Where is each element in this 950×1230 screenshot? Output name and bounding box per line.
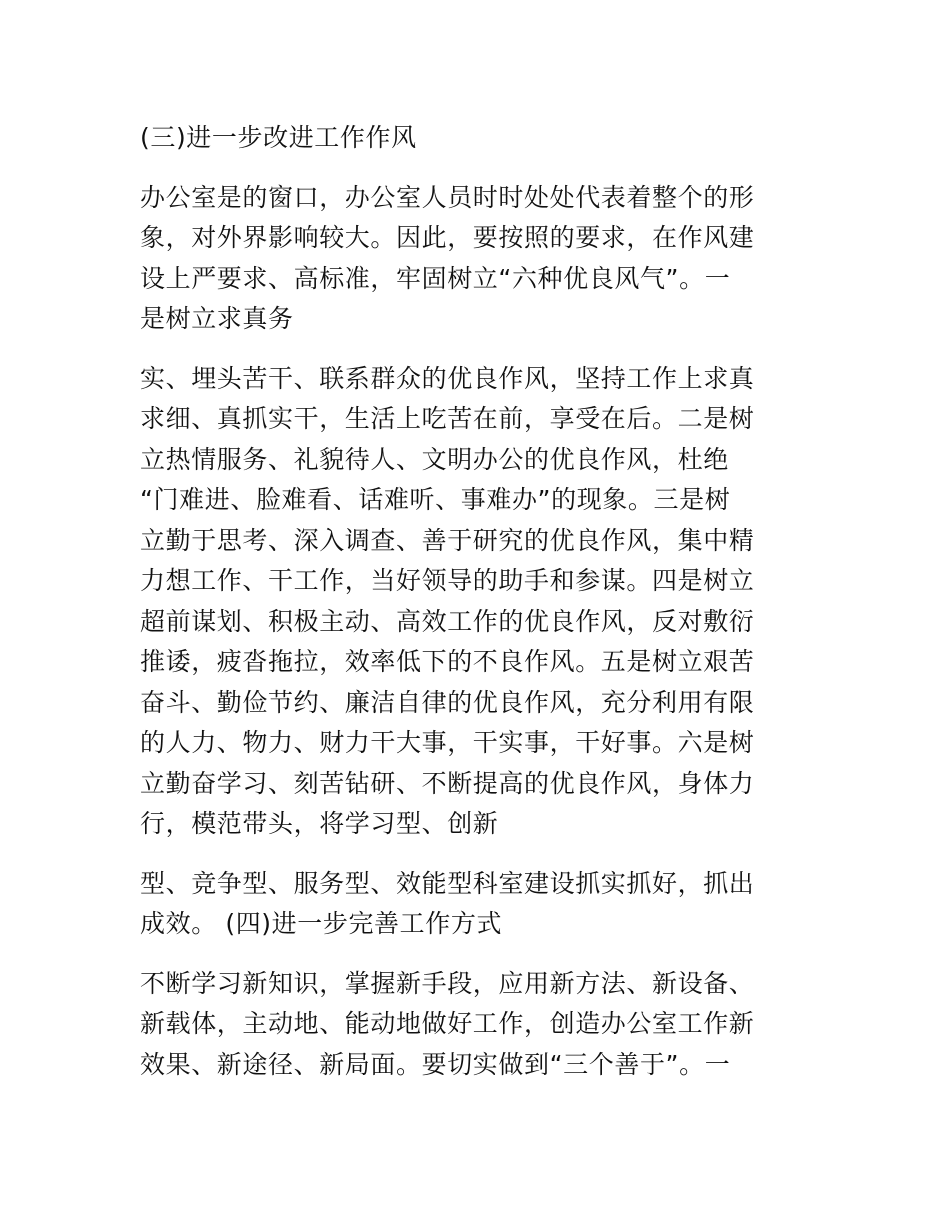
paragraph-line: 不断学习新知识，掌握新手段，应用新方法、新设备、 xyxy=(140,968,755,998)
paragraph-line: 推诿，疲沓拖拉，效率低下的不良作风。五是树立艰苦 xyxy=(140,647,755,676)
paragraph-line: “门难进、脸难看、话难听、事难办”的现象。三是树 xyxy=(140,485,731,514)
document-page xyxy=(140,118,800,1085)
paragraph-line: 效果、新途径、新局面。要切实做到“三个善于”。一 xyxy=(140,1049,731,1079)
paragraph-line: 新载体，主动地、能动地做好工作，创造办公室工作新 xyxy=(140,1009,755,1038)
paragraph-line: 实、埋头苦干、联系群众的优良作风，坚持工作上求真 xyxy=(140,363,755,393)
paragraph-line: 象，对外界影响较大。因此，要按照的要求，在作风建 xyxy=(140,223,755,252)
section-heading-3 xyxy=(140,118,800,159)
paragraph-2 xyxy=(140,359,800,845)
heading-text: (三)进一步改进工作作风 xyxy=(140,123,417,152)
paragraph-line: 超前谋划、积极主动、高效工作的优良作风，反对敷衍 xyxy=(140,606,755,636)
paragraph-line: 力想工作、干工作，当好领导的助手和参谋。四是树立 xyxy=(140,566,755,595)
paragraph-line: 立热情服务、礼貌待人、文明办公的优良作风，杜绝 xyxy=(140,444,729,474)
paragraph-line: 立勤于思考、深入调查、善于研究的优良作风，集中精 xyxy=(140,525,755,555)
paragraph-line: 设上严要求、高标准，牢固树立“六种优良风气”。一 xyxy=(140,263,731,293)
paragraph-4 xyxy=(140,964,800,1086)
paragraph-line: 是树立求真务 xyxy=(140,304,294,333)
paragraph-line: 行，模范带头，将学习型、创新 xyxy=(140,809,499,838)
paragraph-1 xyxy=(140,178,800,340)
paragraph-line: 办公室是的窗口，办公室人员时时处处代表着整个的形 xyxy=(140,182,755,212)
paragraph-line: 的人力、物力、财力干大事，干实事，干好事。六是树 xyxy=(140,728,755,757)
paragraph-line: 立勤奋学习、刻苦钻研、不断提高的优良作风，身体力 xyxy=(140,768,755,798)
paragraph-line: 求细、真抓实干，生活上吃苦在前，享受在后。二是树 xyxy=(140,404,755,433)
paragraph-line: 型、竞争型、服务型、效能型科室建设抓实抓好，抓出 xyxy=(140,868,755,898)
paragraph-line: 成效。 (四)进一步完善工作方式 xyxy=(140,909,503,938)
paragraph-3 xyxy=(140,864,800,945)
paragraph-line: 奋斗、勤俭节约、廉洁自律的优良作风，充分利用有限 xyxy=(140,687,755,717)
